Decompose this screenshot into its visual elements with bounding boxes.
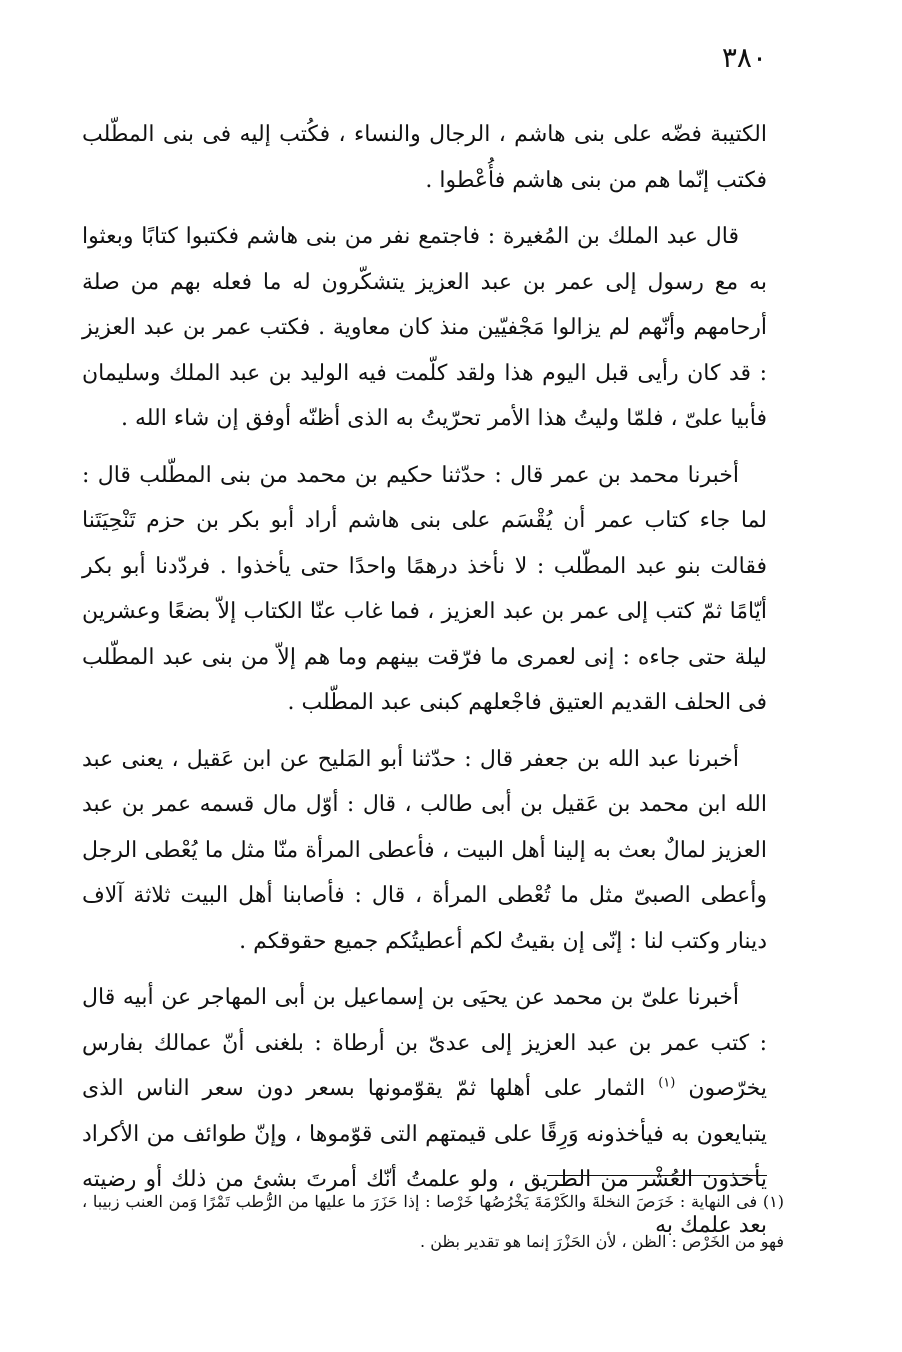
paragraph-text-after-footnote-ref: الثمار على أهلها ثمّ يقوّمونها بسعر دون سعر الناس الذى يتبايعون به فيأخذونه وَرِقًا على قيمتهم التى قوّموها ، وإنّ طوائف من الأكراد يأخذون العُشْر من الطريق ، ولو علمتُ أنّك أمرتَ بشئ من ذلك أو رضيته بعد علمك به <box>82 1076 767 1238</box>
body-text <box>82 112 767 1248</box>
paragraph-abdallah-ibn-jafar: أخبرنا عبد الله بن جعفر قال : حدّثنا أبو المَليح عن ابن عَقيل ، يعنى عبد الله ابن محمد بن عَقيل بن أبى طالب ، قال : أوّل مال قسمه عمر بن عبد العزيز لمالٌ بعث به إلينا أهل البيت ، فأعطى المرأة منّا مثل ما يُعْطى الرجل وأعطى الصبىّ مثل ما تُعْطى المرأة ، قال : فأصابنا أهل البيت ثلاثة آلاف دينار وكتب لنا : إنّى إن بقيتُ لكم أعطيتُكم جميع حقوقكم . <box>82 746 767 954</box>
paragraph-abd-al-malik: قال عبد الملك بن المُغيرة : فاجتمع نفر من بنى هاشم فكتبوا كتابًا وبعثوا به مع رسول إلى عمر بن عبد العزيز يتشكّرون له ما فعله بهم من صلة أرحامهم وأنّهم لم يزالوا مَجْفيّين منذ كان معاوية . فكتب عمر بن عبد العزيز : قد كان رأيى قبل اليوم هذا ولقد كلّمت فيه الوليد بن عبد الملك وسليمان فأبيا علىّ ، فلمّا وليتُ هذا الأمر تحرّيتُ به الذى أظنّه أوفق إن شاء الله . <box>82 224 767 431</box>
paragraph-text-before-footnote-ref: أخبرنا علىّ بن محمد عن يحيَى بن إسماعيل بن أبى المهاجر عن أبيه قال : كتب عمر بن عبد العزيز إلى عدىّ بن أرطاة : بلغنى أنّ عمالك بفارس يخرّصون <box>82 985 767 1101</box>
paragraph-muhammad-ibn-umar: أخبرنا محمد بن عمر قال : حدّثنا حكيم بن محمد من بنى المطّلب قال : لما جاء كتاب عمر أن يُقْسَم على بنى هاشم أراد أبو بكر بن حزم تَنْحِيَتَنا فقالت بنو عبد المطّلب : لا نأخذ درهمًا واحدًا حتى يأخذوا . فردّدنا أبو بكر أيّامًا ثمّ كتب إلى عمر بن عبد العزيز ، فما غاب عنّا الكتاب إلاّ بضعًا وعشرين ليلة حتى جاءه : إنى لعمرى ما فرّقت بينهم وما هم إلاّ من بنى عبد المطّلب فى الحلف القديم العتيق فاجْعلهم كبنى عبد المطّلب . <box>82 462 768 715</box>
footnote-divider <box>547 1175 767 1176</box>
paragraph-continuation: الكتيبة فضّه على بنى هاشم ، الرجال والنساء ، فكُتب إليه فى بنى المطّلب فكتب إنّما هم من بنى هاشم فأُعْطوا . <box>82 122 767 193</box>
footnote: (١) فى النهاية : خَرَصَ النخلةَ والكَرْمَةَ يَخْرُصُها خَرْصا : إذا حَزَرَ ما عليها من الرُّطب تَمْرًا وَمن العنب زبيبا ، فهو من الخَرْص : الظن ، لأن الحَزْرَ إنما هو تقدير بظن . <box>82 1192 784 1251</box>
footnote-reference-marker[interactable]: (١) <box>658 1075 676 1091</box>
page-number: ٣٨٠ <box>721 41 767 74</box>
